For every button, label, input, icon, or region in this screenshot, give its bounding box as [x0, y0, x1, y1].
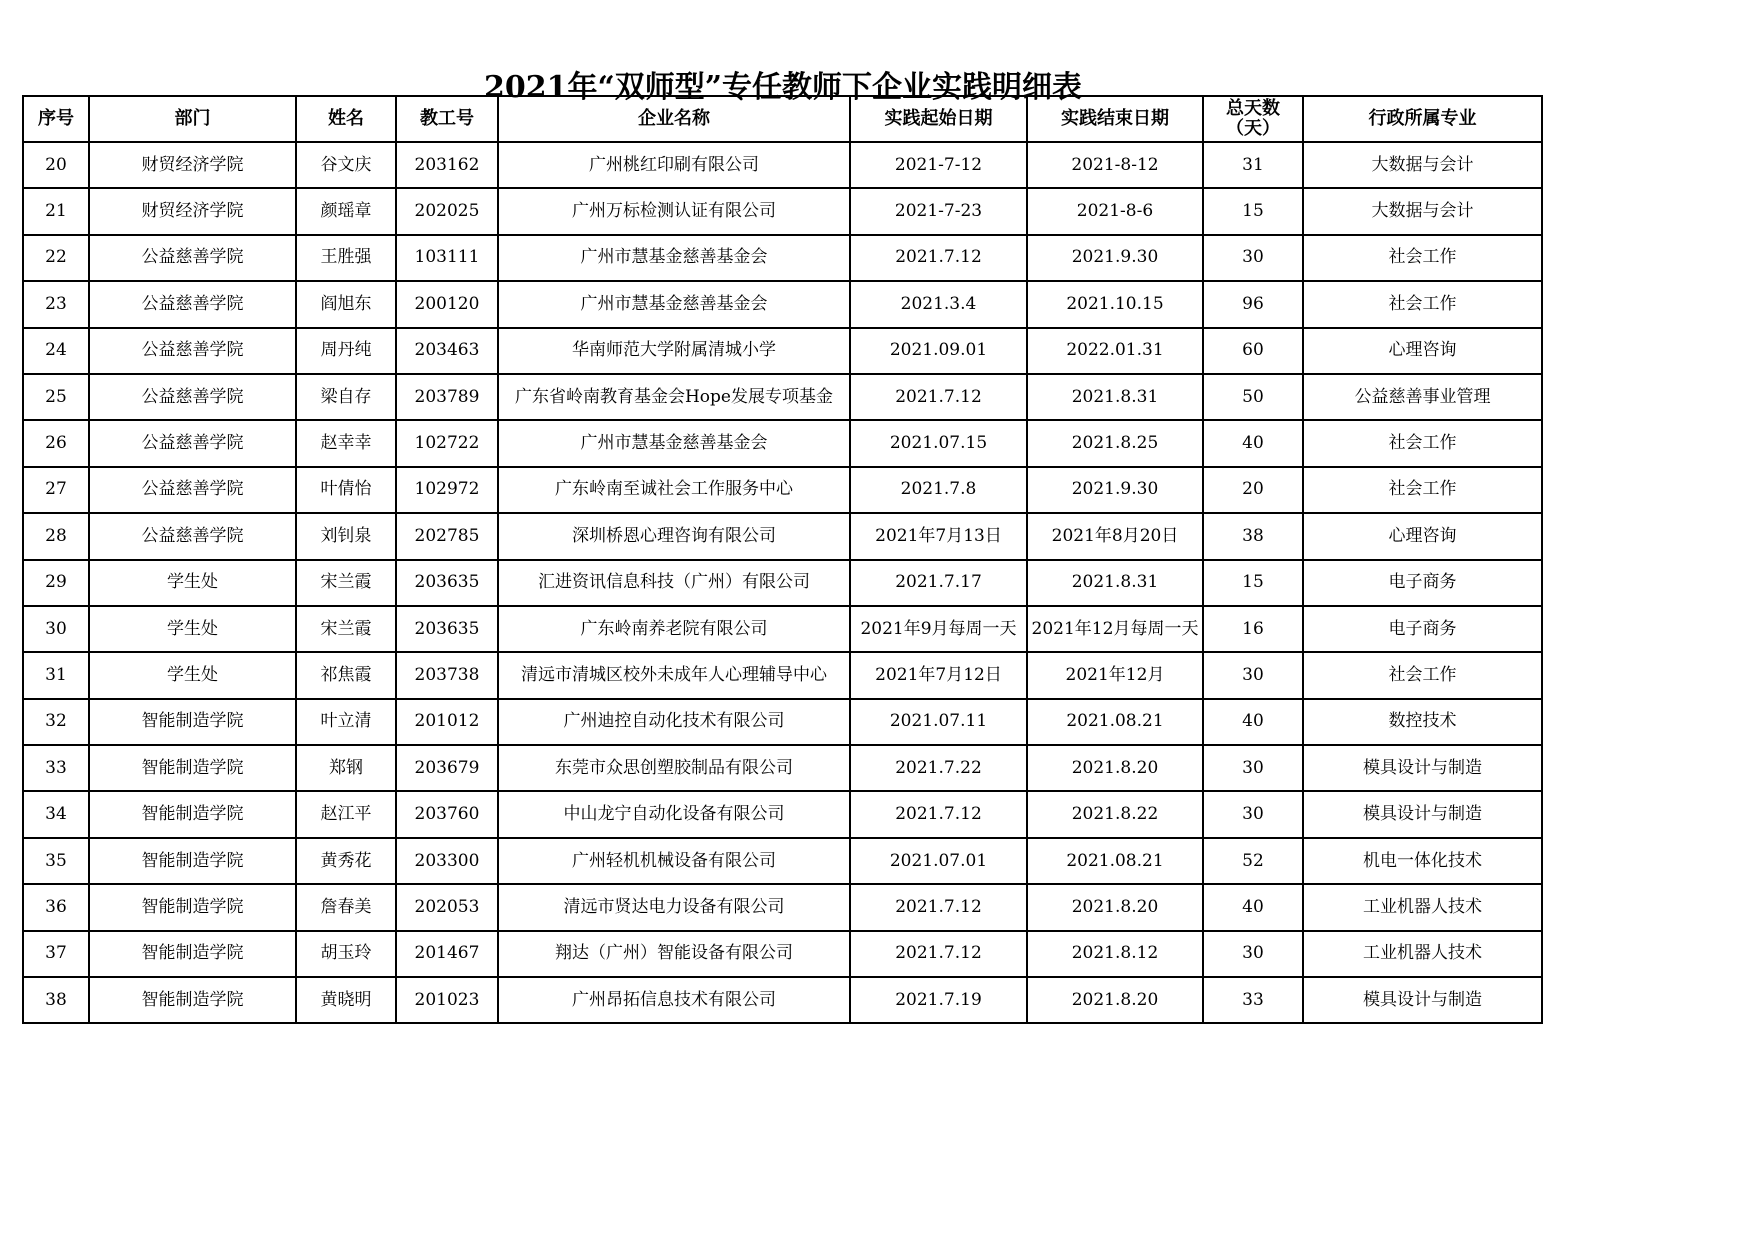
cell-name: 郑钢: [296, 745, 396, 791]
cell-index: 30: [23, 606, 89, 652]
cell-name: 叶倩怡: [296, 467, 396, 513]
cell-department: 公益慈善学院: [89, 235, 296, 281]
cell-end-date: 2021-8-6: [1027, 188, 1203, 234]
cell-department: 公益慈善学院: [89, 420, 296, 466]
cell-staff-id: 203679: [396, 745, 498, 791]
cell-major: 社会工作: [1303, 235, 1542, 281]
cell-index: 25: [23, 374, 89, 420]
cell-total-days: 60: [1203, 328, 1303, 374]
cell-company: 中山龙宁自动化设备有限公司: [498, 791, 850, 837]
cell-department: 智能制造学院: [89, 745, 296, 791]
cell-total-days: 15: [1203, 560, 1303, 606]
cell-department: 财贸经济学院: [89, 142, 296, 188]
cell-start-date: 2021.7.12: [850, 884, 1027, 930]
cell-start-date: 2021.7.22: [850, 745, 1027, 791]
cell-company: 广州市慧基金慈善基金会: [498, 235, 850, 281]
cell-major: 公益慈善事业管理: [1303, 374, 1542, 420]
cell-name: 谷文庆: [296, 142, 396, 188]
table-row: [23, 745, 1542, 791]
cell-major: 工业机器人技术: [1303, 931, 1542, 977]
table-row: [23, 513, 1542, 559]
table-row: [23, 560, 1542, 606]
header-total-days: 总天数（天）: [1203, 96, 1303, 142]
table-body: [23, 142, 1542, 1023]
cell-staff-id: 202053: [396, 884, 498, 930]
table-row: [23, 977, 1542, 1023]
cell-total-days: 50: [1203, 374, 1303, 420]
cell-department: 财贸经济学院: [89, 188, 296, 234]
cell-index: 23: [23, 281, 89, 327]
cell-staff-id: 102722: [396, 420, 498, 466]
cell-major: 数控技术: [1303, 699, 1542, 745]
cell-staff-id: 203789: [396, 374, 498, 420]
cell-company: 广州轻机机械设备有限公司: [498, 838, 850, 884]
cell-staff-id: 203760: [396, 791, 498, 837]
cell-end-date: 2021.8.20: [1027, 977, 1203, 1023]
cell-staff-id: 203300: [396, 838, 498, 884]
cell-major: 模具设计与制造: [1303, 977, 1542, 1023]
cell-company: 翔达（广州）智能设备有限公司: [498, 931, 850, 977]
table-row: [23, 884, 1542, 930]
cell-company: 广州万标检测认证有限公司: [498, 188, 850, 234]
table-row: [23, 328, 1542, 374]
table-row: [23, 791, 1542, 837]
cell-end-date: 2021.8.12: [1027, 931, 1203, 977]
cell-department: 智能制造学院: [89, 884, 296, 930]
cell-staff-id: 202785: [396, 513, 498, 559]
cell-index: 28: [23, 513, 89, 559]
table-row: [23, 931, 1542, 977]
cell-index: 37: [23, 931, 89, 977]
cell-department: 学生处: [89, 652, 296, 698]
cell-name: 詹春美: [296, 884, 396, 930]
cell-start-date: 2021.7.12: [850, 791, 1027, 837]
table-row: [23, 235, 1542, 281]
cell-department: 学生处: [89, 606, 296, 652]
cell-total-days: 40: [1203, 420, 1303, 466]
cell-name: 赵江平: [296, 791, 396, 837]
cell-start-date: 2021.7.12: [850, 374, 1027, 420]
cell-company: 广东岭南养老院有限公司: [498, 606, 850, 652]
cell-staff-id: 201467: [396, 931, 498, 977]
cell-index: 34: [23, 791, 89, 837]
cell-end-date: 2021.08.21: [1027, 699, 1203, 745]
cell-department: 公益慈善学院: [89, 467, 296, 513]
cell-staff-id: 201023: [396, 977, 498, 1023]
cell-department: 智能制造学院: [89, 838, 296, 884]
cell-total-days: 38: [1203, 513, 1303, 559]
cell-total-days: 40: [1203, 699, 1303, 745]
cell-company: 广州市慧基金慈善基金会: [498, 420, 850, 466]
cell-department: 公益慈善学院: [89, 513, 296, 559]
table-row: [23, 420, 1542, 466]
table-row: [23, 188, 1542, 234]
cell-start-date: 2021.07.15: [850, 420, 1027, 466]
cell-department: 公益慈善学院: [89, 281, 296, 327]
cell-name: 阎旭东: [296, 281, 396, 327]
table-row: [23, 142, 1542, 188]
cell-index: 36: [23, 884, 89, 930]
cell-start-date: 2021-7-23: [850, 188, 1027, 234]
cell-company: 广州迪控自动化技术有限公司: [498, 699, 850, 745]
cell-company: 汇进资讯信息科技（广州）有限公司: [498, 560, 850, 606]
cell-end-date: 2021.10.15: [1027, 281, 1203, 327]
cell-index: 26: [23, 420, 89, 466]
header-name: 姓名: [296, 96, 396, 142]
cell-major: 模具设计与制造: [1303, 791, 1542, 837]
cell-company: 广州市慧基金慈善基金会: [498, 281, 850, 327]
cell-major: 社会工作: [1303, 652, 1542, 698]
cell-end-date: 2021.8.20: [1027, 884, 1203, 930]
header-company: 企业名称: [498, 96, 850, 142]
cell-department: 公益慈善学院: [89, 328, 296, 374]
cell-total-days: 30: [1203, 791, 1303, 837]
cell-major: 社会工作: [1303, 281, 1542, 327]
cell-start-date: 2021.7.19: [850, 977, 1027, 1023]
cell-staff-id: 203738: [396, 652, 498, 698]
cell-end-date: 2021-8-12: [1027, 142, 1203, 188]
cell-major: 大数据与会计: [1303, 188, 1542, 234]
cell-staff-id: 200120: [396, 281, 498, 327]
cell-start-date: 2021.09.01: [850, 328, 1027, 374]
cell-major: 电子商务: [1303, 560, 1542, 606]
cell-staff-id: 103111: [396, 235, 498, 281]
cell-company: 深圳桥恩心理咨询有限公司: [498, 513, 850, 559]
cell-major: 社会工作: [1303, 420, 1542, 466]
cell-major: 工业机器人技术: [1303, 884, 1542, 930]
cell-major: 模具设计与制造: [1303, 745, 1542, 791]
cell-name: 梁自存: [296, 374, 396, 420]
cell-major: 机电一体化技术: [1303, 838, 1542, 884]
cell-staff-id: 202025: [396, 188, 498, 234]
cell-start-date: 2021年7月13日: [850, 513, 1027, 559]
cell-start-date: 2021-7-12: [850, 142, 1027, 188]
cell-index: 32: [23, 699, 89, 745]
cell-end-date: 2022.01.31: [1027, 328, 1203, 374]
cell-name: 胡玉玲: [296, 931, 396, 977]
cell-index: 31: [23, 652, 89, 698]
cell-department: 智能制造学院: [89, 699, 296, 745]
cell-end-date: 2021年12月每周一天: [1027, 606, 1203, 652]
cell-index: 27: [23, 467, 89, 513]
cell-end-date: 2021.9.30: [1027, 235, 1203, 281]
cell-index: 24: [23, 328, 89, 374]
cell-company: 广州昂拓信息技术有限公司: [498, 977, 850, 1023]
cell-index: 20: [23, 142, 89, 188]
cell-company: 东莞市众思创塑胶制品有限公司: [498, 745, 850, 791]
cell-department: 学生处: [89, 560, 296, 606]
cell-index: 29: [23, 560, 89, 606]
cell-total-days: 31: [1203, 142, 1303, 188]
cell-department: 公益慈善学院: [89, 374, 296, 420]
cell-company: 广东省岭南教育基金会Hope发展专项基金: [498, 374, 850, 420]
cell-start-date: 2021.3.4: [850, 281, 1027, 327]
cell-department: 智能制造学院: [89, 931, 296, 977]
cell-major: 电子商务: [1303, 606, 1542, 652]
cell-end-date: 2021.9.30: [1027, 467, 1203, 513]
cell-total-days: 96: [1203, 281, 1303, 327]
table-row: [23, 606, 1542, 652]
cell-total-days: 33: [1203, 977, 1303, 1023]
cell-end-date: 2021.8.31: [1027, 374, 1203, 420]
cell-end-date: 2021年12月: [1027, 652, 1203, 698]
cell-end-date: 2021.8.20: [1027, 745, 1203, 791]
cell-start-date: 2021.07.01: [850, 838, 1027, 884]
cell-staff-id: 203635: [396, 560, 498, 606]
cell-staff-id: 201012: [396, 699, 498, 745]
cell-index: 21: [23, 188, 89, 234]
cell-company: 广州桃红印刷有限公司: [498, 142, 850, 188]
cell-total-days: 52: [1203, 838, 1303, 884]
cell-name: 祁焦霞: [296, 652, 396, 698]
cell-total-days: 15: [1203, 188, 1303, 234]
table-row: [23, 838, 1542, 884]
cell-index: 35: [23, 838, 89, 884]
cell-staff-id: 102972: [396, 467, 498, 513]
cell-total-days: 16: [1203, 606, 1303, 652]
cell-name: 周丹纯: [296, 328, 396, 374]
cell-index: 33: [23, 745, 89, 791]
cell-company: 华南师范大学附属清城小学: [498, 328, 850, 374]
cell-name: 王胜强: [296, 235, 396, 281]
cell-major: 心理咨询: [1303, 328, 1542, 374]
table-row: [23, 374, 1542, 420]
cell-total-days: 30: [1203, 652, 1303, 698]
cell-start-date: 2021年9月每周一天: [850, 606, 1027, 652]
cell-total-days: 40: [1203, 884, 1303, 930]
cell-name: 叶立清: [296, 699, 396, 745]
table-row: [23, 699, 1542, 745]
header-end-date: 实践结束日期: [1027, 96, 1203, 142]
cell-name: 赵幸幸: [296, 420, 396, 466]
cell-end-date: 2021.8.31: [1027, 560, 1203, 606]
table-header-row: [23, 96, 1542, 142]
cell-total-days: 30: [1203, 931, 1303, 977]
cell-start-date: 2021年7月12日: [850, 652, 1027, 698]
cell-index: 22: [23, 235, 89, 281]
header-department: 部门: [89, 96, 296, 142]
page-title: 2021年“双师型”专任教师下企业实践明细表: [483, 70, 1082, 105]
cell-staff-id: 203635: [396, 606, 498, 652]
cell-end-date: 2021.08.21: [1027, 838, 1203, 884]
header-index: 序号: [23, 96, 89, 142]
cell-total-days: 30: [1203, 745, 1303, 791]
cell-start-date: 2021.07.11: [850, 699, 1027, 745]
cell-start-date: 2021.7.12: [850, 931, 1027, 977]
cell-start-date: 2021.7.8: [850, 467, 1027, 513]
cell-start-date: 2021.7.12: [850, 235, 1027, 281]
cell-major: 社会工作: [1303, 467, 1542, 513]
cell-total-days: 30: [1203, 235, 1303, 281]
cell-major: 心理咨询: [1303, 513, 1542, 559]
cell-start-date: 2021.7.17: [850, 560, 1027, 606]
cell-department: 智能制造学院: [89, 791, 296, 837]
cell-total-days: 20: [1203, 467, 1303, 513]
cell-name: 宋兰霞: [296, 560, 396, 606]
practice-detail-table: [22, 95, 1543, 1024]
cell-department: 智能制造学院: [89, 977, 296, 1023]
table-row: [23, 467, 1542, 513]
header-start-date: 实践起始日期: [850, 96, 1027, 142]
cell-major: 大数据与会计: [1303, 142, 1542, 188]
cell-company: 清远市清城区校外未成年人心理辅导中心: [498, 652, 850, 698]
cell-name: 黄晓明: [296, 977, 396, 1023]
cell-name: 刘钊泉: [296, 513, 396, 559]
header-major: 行政所属专业: [1303, 96, 1542, 142]
cell-end-date: 2021.8.25: [1027, 420, 1203, 466]
cell-name: 黄秀花: [296, 838, 396, 884]
cell-name: 颜瑶章: [296, 188, 396, 234]
cell-name: 宋兰霞: [296, 606, 396, 652]
cell-company: 广东岭南至诚社会工作服务中心: [498, 467, 850, 513]
cell-end-date: 2021年8月20日: [1027, 513, 1203, 559]
cell-company: 清远市贤达电力设备有限公司: [498, 884, 850, 930]
cell-index: 38: [23, 977, 89, 1023]
cell-staff-id: 203162: [396, 142, 498, 188]
cell-staff-id: 203463: [396, 328, 498, 374]
header-staff-id: 教工号: [396, 96, 498, 142]
table-row: [23, 281, 1542, 327]
cell-end-date: 2021.8.22: [1027, 791, 1203, 837]
table-row: [23, 652, 1542, 698]
